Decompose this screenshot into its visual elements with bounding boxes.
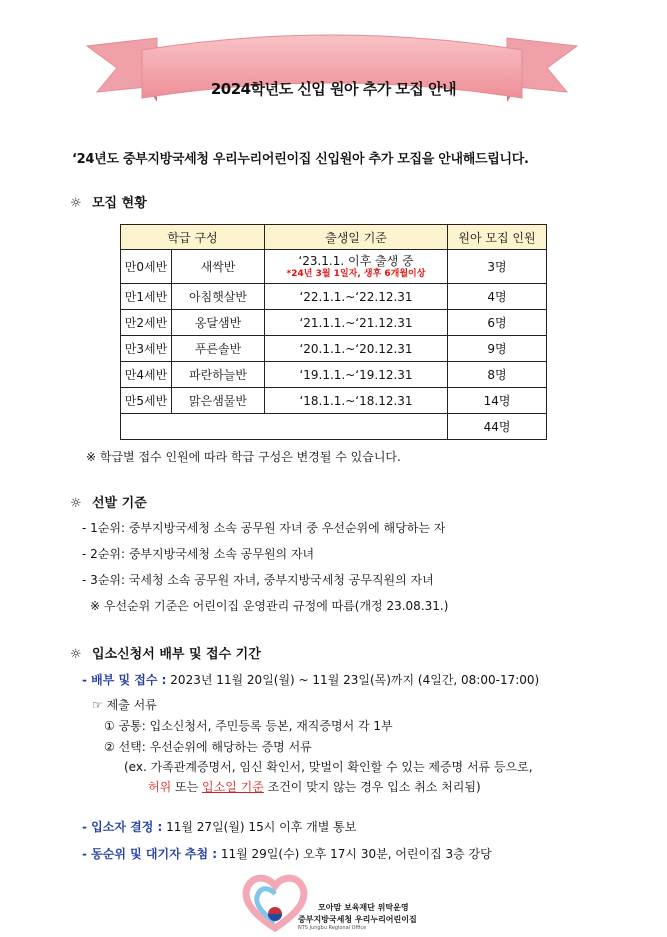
doc-common: ① 공통: 입소신청서, 주민등록 등본, 재직증명서 각 1부 <box>104 719 393 733</box>
row-class: 맑은샘물반 <box>172 388 265 414</box>
table-row <box>121 388 547 414</box>
doc-example: (ex. 가족관계증명서, 임신 확인서, 맞벌이 확인할 수 있는 제증명 서류 등으로, <box>124 760 533 774</box>
row-class: 새싹반 <box>172 250 265 284</box>
list-item: - 1순위: 중부지방국세청 소속 공무원 자녀 중 우선순위에 해당하는 자 <box>82 521 446 535</box>
period-line: - 배부 및 접수 : 2023년 11월 20일(월) ~ 11월 23일(목)까지 (4일간, 08:00-17:00) <box>82 673 540 687</box>
row-age: 만1세반 <box>121 284 172 310</box>
row-count: 3명 <box>448 250 547 284</box>
sun-icon: ☼ <box>70 196 82 211</box>
row-birth: ‘21.1.1.~‘21.12.31 <box>265 310 448 336</box>
sun-icon: ☼ <box>70 647 82 662</box>
row-age: 만4세반 <box>121 362 172 388</box>
table-row <box>121 336 547 362</box>
docs-title: ☞ 제출 서류 <box>92 698 157 712</box>
logo-line2: 중부지방국세청 우리누리어린이집 <box>298 915 417 924</box>
row-age: 만2세반 <box>121 310 172 336</box>
warning-mid: 또는 <box>171 780 203 794</box>
application-heading: ☼ 입소신청서 배부 및 접수 기간 <box>70 647 261 662</box>
decision-value: 11월 27일(월) 15시 이후 개별 통보 <box>166 820 357 834</box>
logo-line3: NTS Jungbu Regional Office <box>298 925 367 931</box>
warning-false: 허위 <box>148 780 172 794</box>
row-count: 6명 <box>448 310 547 336</box>
recruit-heading: ☼ 모집 현황 <box>70 196 147 211</box>
row-class: 아침햇살반 <box>172 284 265 310</box>
lottery-value: 11월 29일(수) 오후 17시 30분, 어린이집 3층 강당 <box>220 847 492 861</box>
warning-date: 입소일 기준 <box>202 780 264 794</box>
selection-note: ※ 우선순위 기준은 어린이집 운영관리 규정에 따름(개정 23.08.31.) <box>90 599 449 613</box>
birth-text: ‘23.1.1. 이후 출생 중 <box>298 253 414 268</box>
sun-icon: ☼ <box>70 496 82 511</box>
table-row <box>121 284 547 310</box>
intro-text: ‘24년도 중부지방국세청 우리누리어린이집 신입원아 추가 모집을 안내해드립니다. <box>72 152 529 167</box>
row-birth: ‘18.1.1.~‘18.12.31 <box>265 388 448 414</box>
logo-line1: 모아맘 보육재단 위탁운영 <box>318 903 409 912</box>
table-row <box>121 310 547 336</box>
row-count: 9명 <box>448 336 547 362</box>
decision-line: - 입소자 결정 : 11월 27일(월) 15시 이후 개별 통보 <box>82 820 357 834</box>
warning-end: 조건이 맞지 않는 경우 입소 취소 처리됨) <box>263 780 481 794</box>
birth-note: *24년 3월 1일자, 생후 6개월이상 <box>286 268 426 279</box>
total-blank <box>121 414 448 440</box>
lottery-label: 동순위 및 대기자 추첨 : <box>91 847 218 861</box>
table-row-total <box>121 414 547 440</box>
table-row <box>121 250 547 284</box>
header-count: 원아 모집 인원 <box>448 225 547 250</box>
row-count: 8명 <box>448 362 547 388</box>
row-birth: ‘20.1.1.~‘20.12.31 <box>265 336 448 362</box>
decision-label: 입소자 결정 : <box>91 820 163 834</box>
row-birth: ‘19.1.1.~‘19.12.31 <box>265 362 448 388</box>
selection-heading: ☼ 선발 기준 <box>70 496 147 511</box>
lottery-line: - 동순위 및 대기자 추첨 : 11월 29일(수) 오후 17시 30분, 어린이집 3층 강당 <box>82 847 492 861</box>
row-birth: ‘22.1.1.~‘22.12.31 <box>265 284 448 310</box>
page-title: 2024학년도 신입 원아 추가 모집 안내 <box>210 80 457 98</box>
header-class: 학급 구성 <box>121 225 265 250</box>
table-row <box>121 362 547 388</box>
total-count: 44명 <box>448 414 547 440</box>
row-class: 파란하늘반 <box>172 362 265 388</box>
daycare-logo <box>240 872 440 932</box>
row-birth <box>265 250 448 284</box>
list-item: - 3순위: 국세청 소속 공무원 자녀, 중부지방국세청 공무직원의 자녀 <box>82 573 434 587</box>
recruit-table <box>120 224 547 440</box>
row-age: 만0세반 <box>121 250 172 284</box>
row-age: 만3세반 <box>121 336 172 362</box>
doc-warning <box>148 778 481 795</box>
list-item: - 2순위: 중부지방국세청 소속 공무원의 자녀 <box>82 547 315 561</box>
header-birth: 출생일 기준 <box>265 225 448 250</box>
period-label: 배부 및 접수 : <box>91 673 167 687</box>
row-class: 옹달샘반 <box>172 310 265 336</box>
row-count: 4명 <box>448 284 547 310</box>
row-count: 14명 <box>448 388 547 414</box>
row-class: 푸른솔반 <box>172 336 265 362</box>
recruit-note: ※ 학급별 접수 인원에 따라 학급 구성은 변경될 수 있습니다. <box>86 450 401 464</box>
row-age: 만5세반 <box>121 388 172 414</box>
doc-optional: ② 선택: 우선순위에 해당하는 증명 서류 <box>104 740 312 754</box>
period-value: 2023년 11월 20일(월) ~ 11월 23일(목)까지 (4일간, 08:00-17:00) <box>170 673 540 687</box>
